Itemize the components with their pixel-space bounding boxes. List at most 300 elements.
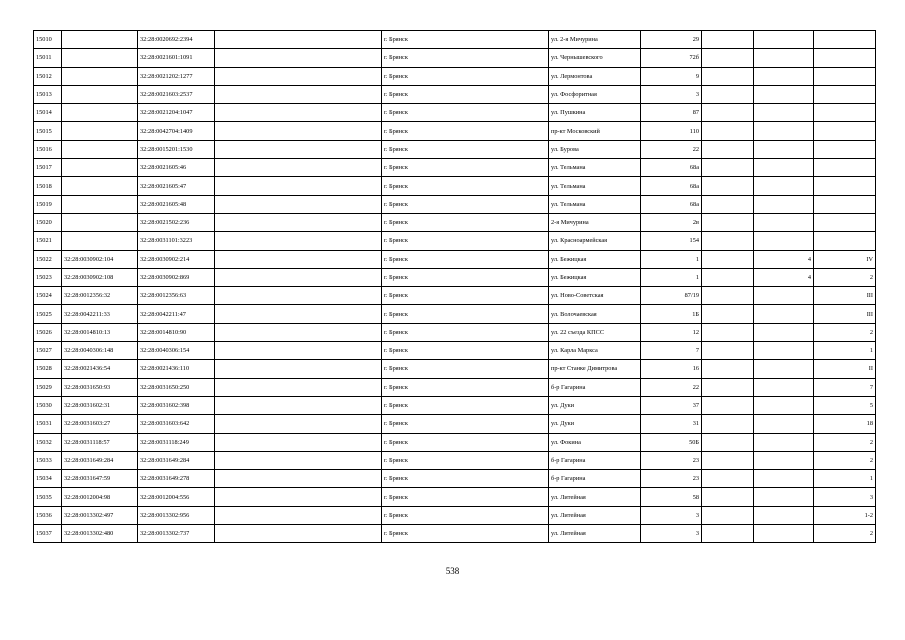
cell-cadastral-land	[62, 159, 138, 177]
cell-blank	[215, 104, 382, 122]
cell-room	[814, 232, 876, 250]
cell-city: г. Брянск	[382, 268, 549, 286]
cell-house: 7	[641, 342, 702, 360]
cell-cadastral-object: 32:28:0021202:1277	[138, 67, 215, 85]
cell-house: 87	[641, 104, 702, 122]
table-row	[34, 159, 876, 177]
cell-blank	[215, 488, 382, 506]
cell-blank	[215, 159, 382, 177]
cell-empty	[702, 378, 754, 396]
cell-cadastral-land: 32:28:0012004:98	[62, 488, 138, 506]
cell-street: ул. Бурова	[549, 140, 641, 158]
cell-empty	[702, 31, 754, 49]
cell-floor	[754, 177, 814, 195]
cell-room: 7	[814, 378, 876, 396]
cell-room: 1-2	[814, 506, 876, 524]
table-row	[34, 49, 876, 67]
cell-city: г. Брянск	[382, 378, 549, 396]
cell-cadastral-object: 32:28:0021204:1047	[138, 104, 215, 122]
cell-cadastral-land: 32:28:0031650:93	[62, 378, 138, 396]
cell-number: 15031	[34, 415, 62, 433]
cell-number: 15016	[34, 140, 62, 158]
cell-empty	[702, 232, 754, 250]
cell-floor	[754, 232, 814, 250]
cell-empty	[702, 250, 754, 268]
cell-blank	[215, 525, 382, 543]
cell-house: 110	[641, 122, 702, 140]
cell-house: 50Б	[641, 433, 702, 451]
cell-street: ул. Фокина	[549, 433, 641, 451]
cell-cadastral-land	[62, 232, 138, 250]
cell-city: г. Брянск	[382, 506, 549, 524]
table-row	[34, 140, 876, 158]
cell-blank	[215, 433, 382, 451]
cell-blank	[215, 360, 382, 378]
cell-blank	[215, 213, 382, 231]
cell-blank	[215, 378, 382, 396]
table-row	[34, 67, 876, 85]
cell-cadastral-object: 32:28:0031118:249	[138, 433, 215, 451]
cell-house: 23	[641, 470, 702, 488]
cell-house: 1	[641, 250, 702, 268]
cell-street: ул. Волочаевская	[549, 305, 641, 323]
cell-street: ул. Бежицкая	[549, 250, 641, 268]
cell-number: 15024	[34, 287, 62, 305]
cell-street: ул. Литейная	[549, 525, 641, 543]
table-row	[34, 85, 876, 103]
cell-room	[814, 177, 876, 195]
cell-empty	[702, 140, 754, 158]
cell-cadastral-land	[62, 49, 138, 67]
cell-city: г. Брянск	[382, 104, 549, 122]
cell-number: 15022	[34, 250, 62, 268]
cell-number: 15020	[34, 213, 62, 231]
cell-cadastral-land	[62, 85, 138, 103]
cell-cadastral-object: 32:28:0031602:398	[138, 396, 215, 414]
cell-cadastral-land: 32:28:0013302:480	[62, 525, 138, 543]
cell-house: 23	[641, 451, 702, 469]
cell-empty	[702, 415, 754, 433]
cell-cadastral-land: 32:28:0014810:13	[62, 323, 138, 341]
cell-city: г. Брянск	[382, 67, 549, 85]
cell-room	[814, 49, 876, 67]
cell-cadastral-land: 32:28:0031603:27	[62, 415, 138, 433]
cell-number: 15011	[34, 49, 62, 67]
cell-house: 22	[641, 378, 702, 396]
cell-cadastral-object: 32:28:0012356:63	[138, 287, 215, 305]
cell-room	[814, 195, 876, 213]
cell-cadastral-object: 32:28:0020692:2394	[138, 31, 215, 49]
cell-cadastral-object: 32:28:0040306:154	[138, 342, 215, 360]
cell-floor	[754, 159, 814, 177]
cell-cadastral-land: 32:28:0031602:31	[62, 396, 138, 414]
cell-city: г. Брянск	[382, 85, 549, 103]
cell-empty	[702, 213, 754, 231]
cell-cadastral-land	[62, 67, 138, 85]
cell-blank	[215, 195, 382, 213]
cell-house: 16	[641, 360, 702, 378]
cell-cadastral-land	[62, 31, 138, 49]
cell-cadastral-object: 32:28:0014810:90	[138, 323, 215, 341]
cell-room: IV	[814, 250, 876, 268]
cell-blank	[215, 268, 382, 286]
cell-house: 37	[641, 396, 702, 414]
cell-blank	[215, 506, 382, 524]
cell-number: 15015	[34, 122, 62, 140]
cell-empty	[702, 195, 754, 213]
cell-floor	[754, 433, 814, 451]
table-row	[34, 250, 876, 268]
cell-floor	[754, 49, 814, 67]
cell-room: 2	[814, 323, 876, 341]
cell-number: 15030	[34, 396, 62, 414]
cell-house: 154	[641, 232, 702, 250]
cell-house: 12	[641, 323, 702, 341]
table-row	[34, 177, 876, 195]
cell-blank	[215, 31, 382, 49]
table-row	[34, 287, 876, 305]
cell-cadastral-object: 32:28:0021605:46	[138, 159, 215, 177]
cell-house: 2в	[641, 213, 702, 231]
cell-number: 15018	[34, 177, 62, 195]
table-row	[34, 488, 876, 506]
table-row	[34, 451, 876, 469]
cell-house: 68а	[641, 177, 702, 195]
cell-street: ул. Ново-Советская	[549, 287, 641, 305]
cell-number: 15021	[34, 232, 62, 250]
cell-blank	[215, 396, 382, 414]
cell-blank	[215, 287, 382, 305]
table-body	[34, 31, 876, 543]
cell-room: 2	[814, 433, 876, 451]
cell-city: г. Брянск	[382, 488, 549, 506]
table-row	[34, 305, 876, 323]
cell-street: ул. Дуки	[549, 415, 641, 433]
cell-number: 15013	[34, 85, 62, 103]
cell-room: III	[814, 305, 876, 323]
cell-room: II	[814, 360, 876, 378]
cell-street: ул. Литейная	[549, 488, 641, 506]
page-number: 538	[445, 566, 460, 576]
cell-number: 15037	[34, 525, 62, 543]
cell-house: 29	[641, 31, 702, 49]
cell-floor	[754, 195, 814, 213]
cell-blank	[215, 451, 382, 469]
cell-cadastral-land	[62, 177, 138, 195]
cell-city: г. Брянск	[382, 140, 549, 158]
cell-cadastral-object: 32:28:0042704:1409	[138, 122, 215, 140]
cell-city: г. Брянск	[382, 31, 549, 49]
cell-street: б-р Гагарина	[549, 470, 641, 488]
cell-blank	[215, 415, 382, 433]
cell-number: 15027	[34, 342, 62, 360]
cell-cadastral-land	[62, 140, 138, 158]
cell-empty	[702, 396, 754, 414]
cell-empty	[702, 67, 754, 85]
cell-floor: 4	[754, 268, 814, 286]
cell-cadastral-object: 32:28:0013302:737	[138, 525, 215, 543]
cell-city: г. Брянск	[382, 396, 549, 414]
cell-cadastral-object: 32:28:0031650:250	[138, 378, 215, 396]
cell-floor	[754, 451, 814, 469]
cell-street: ул. 2-я Мичурина	[549, 31, 641, 49]
table-row	[34, 213, 876, 231]
cell-floor	[754, 525, 814, 543]
cell-empty	[702, 525, 754, 543]
cell-blank	[215, 67, 382, 85]
cell-floor	[754, 396, 814, 414]
table-row	[34, 268, 876, 286]
cell-empty	[702, 305, 754, 323]
cell-empty	[702, 104, 754, 122]
table-row	[34, 342, 876, 360]
cell-empty	[702, 451, 754, 469]
cell-room	[814, 122, 876, 140]
cell-room: 1	[814, 342, 876, 360]
cell-number: 15035	[34, 488, 62, 506]
cell-number: 15033	[34, 451, 62, 469]
cell-street: 2-я Мичурина	[549, 213, 641, 231]
cell-floor	[754, 85, 814, 103]
cell-room: 18	[814, 415, 876, 433]
cell-cadastral-land: 32:28:0031647:59	[62, 470, 138, 488]
cell-street: ул. Красноармейская	[549, 232, 641, 250]
cell-cadastral-object: 32:28:0021605:47	[138, 177, 215, 195]
cell-cadastral-object: 32:28:0031101:3223	[138, 232, 215, 250]
cell-empty	[702, 360, 754, 378]
table-row	[34, 232, 876, 250]
cell-house: 68а	[641, 159, 702, 177]
cell-house: 1	[641, 268, 702, 286]
cell-room	[814, 159, 876, 177]
table-row	[34, 506, 876, 524]
cell-street: ул. Тельмана	[549, 159, 641, 177]
cell-empty	[702, 85, 754, 103]
cell-cadastral-land: 32:28:0012356:32	[62, 287, 138, 305]
table-row	[34, 415, 876, 433]
table-row	[34, 104, 876, 122]
cell-room: 2	[814, 525, 876, 543]
table-row	[34, 31, 876, 49]
cell-floor	[754, 67, 814, 85]
cell-empty	[702, 342, 754, 360]
cell-blank	[215, 250, 382, 268]
cell-empty	[702, 433, 754, 451]
cell-street: ул. Дуки	[549, 396, 641, 414]
cell-cadastral-land	[62, 213, 138, 231]
cell-city: г. Брянск	[382, 195, 549, 213]
cell-empty	[702, 488, 754, 506]
cell-street: ул. Чернышевского	[549, 49, 641, 67]
cell-room	[814, 140, 876, 158]
cell-cadastral-land: 32:28:0030902:108	[62, 268, 138, 286]
cell-street: ул. Тельмана	[549, 177, 641, 195]
cell-number: 15017	[34, 159, 62, 177]
cell-cadastral-object: 32:28:0021436:110	[138, 360, 215, 378]
cell-cadastral-land: 32:28:0040306:148	[62, 342, 138, 360]
cell-blank	[215, 305, 382, 323]
cell-cadastral-land: 32:28:0021436:54	[62, 360, 138, 378]
registry-table	[33, 30, 876, 543]
cell-number: 15010	[34, 31, 62, 49]
cell-cadastral-object: 32:28:0031603:642	[138, 415, 215, 433]
cell-number: 15028	[34, 360, 62, 378]
cell-empty	[702, 506, 754, 524]
cell-room	[814, 85, 876, 103]
cell-floor	[754, 122, 814, 140]
cell-city: г. Брянск	[382, 305, 549, 323]
cell-street: ул. Карла Маркса	[549, 342, 641, 360]
cell-room	[814, 213, 876, 231]
cell-cadastral-object: 32:28:0021601:1091	[138, 49, 215, 67]
cell-cadastral-object: 32:28:0013302:956	[138, 506, 215, 524]
cell-empty	[702, 49, 754, 67]
table-row	[34, 323, 876, 341]
table-row	[34, 195, 876, 213]
cell-room: 2	[814, 451, 876, 469]
cell-floor: 4	[754, 250, 814, 268]
cell-city: г. Брянск	[382, 323, 549, 341]
cell-empty	[702, 177, 754, 195]
table-row	[34, 396, 876, 414]
cell-room	[814, 67, 876, 85]
cell-floor	[754, 104, 814, 122]
cell-house: 3	[641, 525, 702, 543]
cell-cadastral-land	[62, 104, 138, 122]
cell-cadastral-land: 32:28:0031118:57	[62, 433, 138, 451]
cell-empty	[702, 323, 754, 341]
cell-blank	[215, 232, 382, 250]
cell-house: 22	[641, 140, 702, 158]
cell-floor	[754, 287, 814, 305]
cell-cadastral-object: 32:28:0031649:284	[138, 451, 215, 469]
cell-blank	[215, 323, 382, 341]
cell-cadastral-land: 32:28:0042211:33	[62, 305, 138, 323]
cell-room: 5	[814, 396, 876, 414]
cell-floor	[754, 305, 814, 323]
cell-blank	[215, 177, 382, 195]
cell-blank	[215, 122, 382, 140]
cell-house: 9	[641, 67, 702, 85]
cell-number: 15034	[34, 470, 62, 488]
cell-city: г. Брянск	[382, 49, 549, 67]
cell-floor	[754, 140, 814, 158]
cell-floor	[754, 506, 814, 524]
cell-floor	[754, 213, 814, 231]
table-row	[34, 378, 876, 396]
cell-floor	[754, 360, 814, 378]
cell-city: г. Брянск	[382, 433, 549, 451]
cell-floor	[754, 323, 814, 341]
cell-cadastral-object: 32:28:0030902:214	[138, 250, 215, 268]
cell-cadastral-land: 32:28:0030902:104	[62, 250, 138, 268]
cell-floor	[754, 488, 814, 506]
cell-cadastral-object: 32:28:0015201:1530	[138, 140, 215, 158]
cell-street: ул. Тельмана	[549, 195, 641, 213]
cell-city: г. Брянск	[382, 470, 549, 488]
cell-number: 15025	[34, 305, 62, 323]
cell-empty	[702, 159, 754, 177]
cell-empty	[702, 470, 754, 488]
cell-blank	[215, 342, 382, 360]
cell-street: б-р Гагарина	[549, 378, 641, 396]
cell-blank	[215, 49, 382, 67]
cell-street: ул. 22 съезда КПСС	[549, 323, 641, 341]
cell-cadastral-object: 32:28:0012004:556	[138, 488, 215, 506]
cell-cadastral-land: 32:28:0013302:497	[62, 506, 138, 524]
cell-cadastral-object: 32:28:0021502:236	[138, 213, 215, 231]
cell-street: ул. Фосфоритная	[549, 85, 641, 103]
cell-number: 15029	[34, 378, 62, 396]
cell-cadastral-land	[62, 195, 138, 213]
cell-city: г. Брянск	[382, 250, 549, 268]
cell-cadastral-land	[62, 122, 138, 140]
cell-street: ул. Бежицкая	[549, 268, 641, 286]
cell-street: ул. Пушкина	[549, 104, 641, 122]
cell-cadastral-object: 32:28:0021603:2537	[138, 85, 215, 103]
cell-city: г. Брянск	[382, 287, 549, 305]
cell-house: 87/19	[641, 287, 702, 305]
table-row	[34, 433, 876, 451]
cell-cadastral-object: 32:28:0042211:47	[138, 305, 215, 323]
cell-room: 2	[814, 268, 876, 286]
cell-city: г. Брянск	[382, 122, 549, 140]
table-row	[34, 470, 876, 488]
cell-empty	[702, 287, 754, 305]
cell-city: г. Брянск	[382, 232, 549, 250]
cell-blank	[215, 140, 382, 158]
cell-number: 15014	[34, 104, 62, 122]
cell-floor	[754, 415, 814, 433]
cell-house: 72б	[641, 49, 702, 67]
cell-street: пр-кт Станке Димитрова	[549, 360, 641, 378]
cell-house: 3	[641, 506, 702, 524]
cell-number: 15036	[34, 506, 62, 524]
cell-house: 68а	[641, 195, 702, 213]
cell-street: ул. Лермонтова	[549, 67, 641, 85]
cell-city: г. Брянск	[382, 177, 549, 195]
cell-room	[814, 104, 876, 122]
cell-city: г. Брянск	[382, 415, 549, 433]
cell-city: г. Брянск	[382, 213, 549, 231]
cell-number: 15032	[34, 433, 62, 451]
cell-house: 58	[641, 488, 702, 506]
cell-cadastral-object: 32:28:0031649:278	[138, 470, 215, 488]
cell-room: III	[814, 287, 876, 305]
cell-street: б-р Гагарина	[549, 451, 641, 469]
cell-floor	[754, 378, 814, 396]
cell-street: ул. Литейная	[549, 506, 641, 524]
cell-blank	[215, 470, 382, 488]
cell-blank	[215, 85, 382, 103]
cell-number: 15023	[34, 268, 62, 286]
cell-floor	[754, 342, 814, 360]
cell-empty	[702, 268, 754, 286]
table-row	[34, 360, 876, 378]
cell-number: 15019	[34, 195, 62, 213]
cell-city: г. Брянск	[382, 525, 549, 543]
cell-house: 31	[641, 415, 702, 433]
cell-city: г. Брянск	[382, 360, 549, 378]
cell-cadastral-land: 32:28:0031649:284	[62, 451, 138, 469]
cell-cadastral-object: 32:28:0021605:48	[138, 195, 215, 213]
cell-room: 3	[814, 488, 876, 506]
cell-floor	[754, 31, 814, 49]
cell-cadastral-object: 32:28:0030902:869	[138, 268, 215, 286]
table-row	[34, 122, 876, 140]
cell-number: 15026	[34, 323, 62, 341]
cell-city: г. Брянск	[382, 342, 549, 360]
